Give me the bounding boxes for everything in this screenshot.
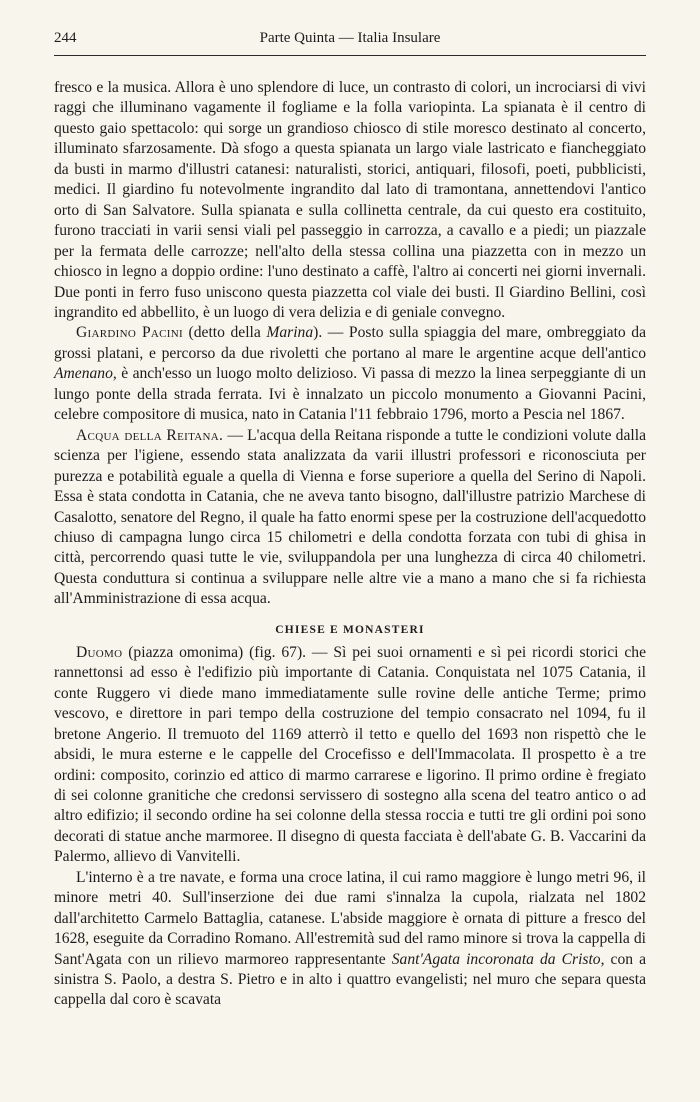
italic-text: Marina	[266, 324, 314, 342]
paragraph-giardino-bellini	[54, 78, 646, 323]
entry-heading-duomo: Duomo	[76, 643, 123, 661]
paragraph-text: , con a sinistra S. Paolo, a destra S. Pietro e in alto i quattro evangelisti; nel muro che separa questa cappella dal coro è scavata	[54, 950, 647, 1009]
paragraph-text: (piazza omonima) (fig. 67). — Sì pei suoi ornamenti e sì pei ricordi storici che rannettonsi ad esso è l'edifizio più importante di Catania. Conquistata nel 1075 Catania, il conte Ruggero vi diede mano immediatamente sulle rovine delle antiche Terme; primo vescovo, e direttore in pari tempo della costruzione del tempio consacrato nel 1094, fu il bretone Angerio. Il tremuoto del 1169 atterrò il tetto e quello del 1693 non rispettò che le absidi, le mura esterne e le cappelle del Crocefisso e dell'Immacolata. Il prospetto è a tre ordini: composito, corinzio ed attico di marmo carrarese e ligorino. Il primo ordine è fregiato di sei colonne granitiche che credonsi servissero di sostegno alla scena del teatro antico o ad altro edifizio; il secondo ordine ha sei colonne della stessa roccia e tutti tre gli ordini poi sono decorati di statue anche marmoree. Il disegno di questa facciata è dell'abate G. B. Vaccarini da Palermo, allievo di Vanvitelli.	[54, 643, 646, 866]
entry-heading-acqua-reitana: Acqua della Reitana.	[76, 426, 224, 444]
section-heading: CHIESE E MONASTERI	[275, 623, 425, 636]
paragraph-text: L'interno è a tre navate, e forma una croce latina, il cui ramo maggiore è lungo metri 96, il minore metri 40. Sull'inserzione dei due rami s'innalza la cupola, rialzata nel 1802 dall'architetto Carmelo Battaglia, catanese. L'abside maggiore è ornata di pitture a fresco del 1628, eseguite da Corradino Romano. All'estremità sud del ramo minore si trova la cappella di Sant'Agata con un rilievo marmoreo rappresentante	[54, 868, 646, 968]
paragraph-text: ). — Posto sulla spiaggia del mare, ombreggiato da grossi platani, e percorso da due rivoletti che portano al mare le argentine acque dell'antico	[54, 324, 646, 362]
paragraph-giardino-pacini	[54, 323, 646, 425]
page-number: 244	[54, 30, 77, 46]
paragraph-text: — L'acqua della Reitana risponde a tutte le condizioni volute dalla scienza per l'igiene, essendo stata analizzata da varii illustri professori e riconosciuta per purezza e potabilità eguale a quella di Vienna e forse superiore a quella del Serino di Napoli. Essa è stata condotta in Catania, che ne aveva tanto bisogno, dall'illustre patrizio Marchese di Casalotto, senatore del Regno, il quale ha fatto enormi spese per la costruzione dell'acquedotto chiuso di campagna lungo circa 15 chilometri e della condotta forzata con tubi di ghisa in città, percorrendo quasi tutte le vie, sviluppandola per una lunghezza di circa 40 chilometri. Questa conduttura si continua a sviluppare nelle altre vie a mano a mano che si fa richiesta all'Amministrazione di essa acqua.	[54, 426, 646, 608]
entry-heading-giardino-pacini: Giardino Pacini	[76, 324, 183, 342]
paragraph-text: fresco e la musica. Allora è uno splendore di luce, un contrasto di colori, un incrociarsi di vivi raggi che illuminano vagamente il fogliame e la folla variopinta. La spianata è il centro di questo gaio spettacolo: qui sorge un grandioso chiosco di stile moresco destinato al concerto, illuminato sfarzosamente. Dà sfogo a questa spianata un largo viale lastricato e fiancheggiato da busti in marmo d'illustri catanesi: naturalisti, storici, antiquari, filosofi, poeti, pubblicisti, medici. Il giardino fu notevolmente ingrandito dal lato di tramontana, annettendovi l'antico orto di San Salvatore. Sulla spianata e sulla collinetta centrale, da cui questo era costituito, furono tracciati in varii sensi viali pel passeggio in carrozza, a cavallo e a piedi; un piazzale per la fermata delle carrozze; nell'alto della stessa collina una piazzetta con in mezzo un chiosco in legno a doppio ordine: l'uno destinato a caffè, l'altro ai concerti nei giorni invernali. Due ponti in ferro fuso uniscono questa piazzetta col viale dei busti. Il Giardino Bellini, così ingrandito ed abbellito, è un luogo di vera delizia e di geniale convegno.	[54, 79, 646, 321]
paragraph-text: (detto della	[182, 324, 267, 342]
paragraph-acqua-reitana	[54, 426, 646, 610]
italic-text: Sant'Agata incoronata da Cristo	[391, 950, 601, 968]
running-header	[54, 28, 646, 52]
paragraph-duomo	[54, 643, 646, 868]
page-body	[54, 78, 646, 1011]
running-title: Parte Quinta — Italia Insulare	[259, 30, 441, 46]
paragraph-text: , è anch'esso un luogo molto delizioso. Vi passa di mezzo la linea serpeggiante di un lungo ponte della strada ferrata. Ivi è innalzato un piccolo monumento a Giovanni Pacini, celebre compositore di musica, nato in Catania l'11 febbraio 1796, morto a Pescia nel 1867.	[54, 365, 646, 424]
paragraph-duomo-interno	[54, 868, 646, 1011]
italic-text: Amenano	[54, 365, 113, 383]
header-rule	[54, 55, 646, 56]
